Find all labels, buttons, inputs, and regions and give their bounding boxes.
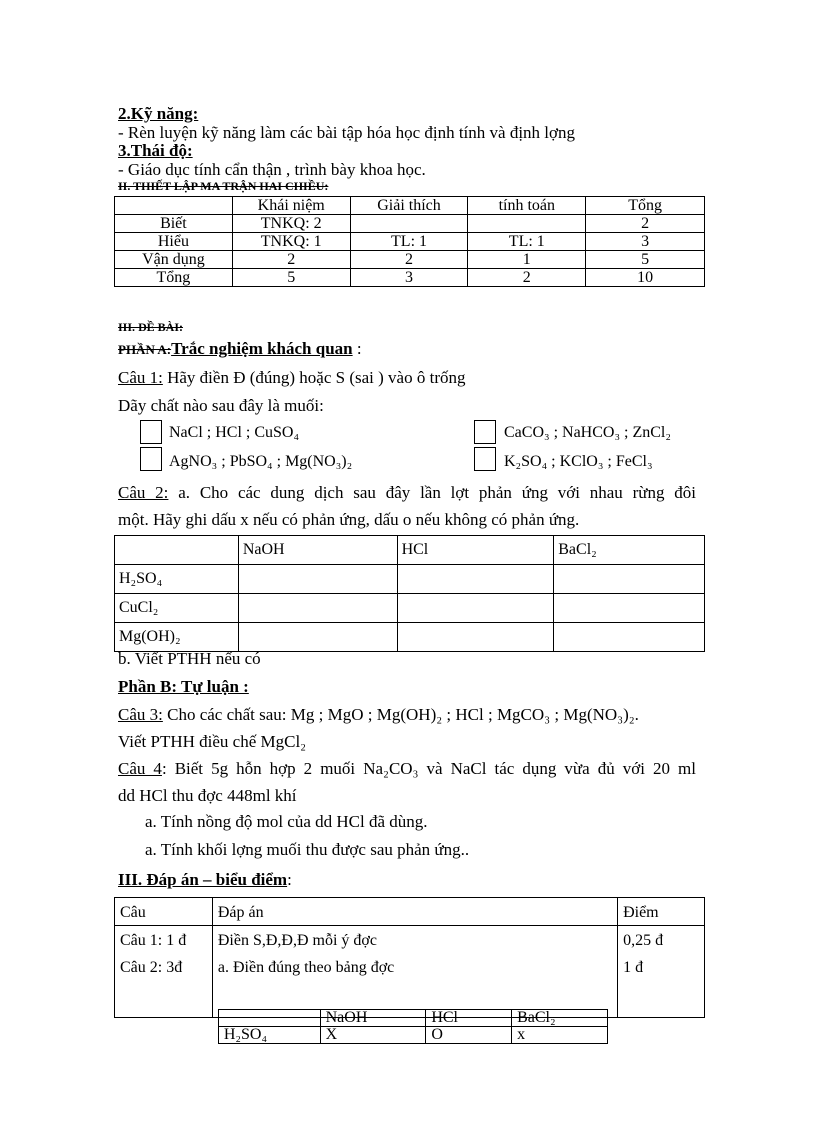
answers-header-cell: Câu	[115, 898, 213, 926]
matrix-header-cell: Tổng	[586, 197, 705, 215]
matrix-cell: 2	[232, 251, 350, 269]
answers-title: III. Đáp án – biểu điểm	[118, 870, 288, 889]
reaction-row	[115, 594, 705, 623]
matrix-cell: TNKQ: 2	[232, 215, 350, 233]
answers-table	[114, 897, 705, 1043]
reaction-row-label: Mg(OH)₂	[115, 623, 239, 652]
exam-heading: III. ĐỀ BÀI:	[118, 320, 184, 334]
q1-sub: Dãy chất nào sau đây là muối:	[118, 396, 324, 415]
option-checkbox[interactable]	[140, 420, 162, 444]
option-checkbox[interactable]	[474, 420, 496, 444]
reaction-header-cell: BaCl₂	[554, 536, 705, 565]
q4-part-a: a. Tính nồng độ mol của dd HCl đã dùng.	[145, 812, 428, 831]
answers-inner-header-cell: BaCl₂	[512, 1010, 608, 1027]
matrix-cell: 2	[586, 215, 705, 233]
q2-line1	[118, 484, 696, 501]
matrix-cell	[468, 215, 586, 233]
q4-label: Câu 4	[118, 759, 162, 778]
answers-header-row	[115, 898, 705, 926]
matrix-header-cell: Giải thích	[350, 197, 468, 215]
answers-inner-header-cell: NaOH	[320, 1010, 426, 1027]
answer-q2: Câu 2: 3đ	[120, 959, 183, 976]
part-b-heading: Phần B: Tự luận :	[118, 677, 249, 696]
answer-a1: Điền S,Đ,Đ,Đ mỗi ý đợc	[217, 932, 377, 949]
option-label: NaCl ; HCl ; CuSO₄	[169, 424, 300, 441]
matrix-cell: Vận dụng	[115, 251, 233, 269]
matrix-row	[115, 233, 705, 251]
matrix-row	[115, 251, 705, 269]
reaction-cell[interactable]	[238, 594, 397, 623]
answer-p1: 0,25 đ	[623, 932, 664, 949]
q3-line1	[118, 706, 639, 723]
q4-part-b: a. Tính khối lợng muối thu được sau phản ứng..	[145, 840, 470, 859]
answers-inner-header-cell: HCl	[426, 1010, 512, 1027]
answers-inner-header-row	[218, 1010, 607, 1027]
reaction-cell[interactable]	[554, 565, 705, 594]
option-label: AgNO₃ ; PbSO₄ ; Mg(NO₃)₂	[169, 453, 353, 470]
reaction-header-cell: HCl	[397, 536, 554, 565]
matrix-cell: Tổng	[115, 269, 233, 287]
matrix-table	[114, 196, 705, 287]
reaction-header-cell: NaOH	[238, 536, 397, 565]
matrix-heading: II. THIẾT LẬP MA TRẬN HAI CHIỀU:	[118, 179, 329, 193]
matrix-cell: 5	[232, 269, 350, 287]
q2-text: a. Cho các dung dịch sau đây lần lợt phản ứng với nhau rừng đôi	[168, 483, 696, 502]
skills-text: - Rèn luyện kỹ năng làm các bài tập hóa học định tính và định lợng	[118, 123, 576, 142]
q2-label: Câu 2:	[118, 483, 169, 502]
matrix-cell: 2	[350, 251, 468, 269]
matrix-cell: Biết	[115, 215, 233, 233]
matrix-cell: TL: 1	[350, 233, 468, 251]
reaction-cell[interactable]	[397, 623, 554, 652]
answers-colon: :	[287, 870, 292, 889]
q4-text: : Biết 5g hỗn hợp 2 muối Na₂CO₃ và NaCl tác dụng vừa đủ với 20 ml	[161, 759, 696, 778]
q3-label: Câu 3:	[118, 705, 163, 724]
matrix-cell: 2	[468, 269, 586, 287]
answers-points-cell	[618, 926, 705, 1018]
answers-row	[115, 926, 705, 1018]
answers-answer-cell	[212, 926, 617, 1043]
answers-inner-cell: H₂SO₄	[218, 1027, 320, 1044]
option-label: K₂SO₄ ; KClO₃ ; FeCl₃	[504, 453, 653, 470]
part-a-title: Trắc nghiệm khách quan	[171, 339, 353, 358]
reaction-table	[114, 535, 705, 652]
reaction-row	[115, 565, 705, 594]
matrix-row	[115, 215, 705, 233]
attitude-heading: 3.Thái độ:	[118, 141, 193, 160]
answers-inner-cell: x	[512, 1027, 608, 1044]
answers-inner-cell: X	[320, 1027, 426, 1044]
answers-header-cell: Đáp án	[212, 898, 617, 926]
q2-line2: một. Hãy ghi dấu x nếu có phản ứng, dấu o nếu không có phản ứng.	[118, 510, 580, 529]
matrix-cell: TNKQ: 1	[232, 233, 350, 251]
part-a-colon: :	[352, 339, 362, 358]
answers-inner-table	[218, 1009, 608, 1044]
option-checkbox[interactable]	[140, 447, 162, 471]
part-a-heading	[118, 340, 362, 358]
answers-question-cell	[115, 926, 213, 1018]
reaction-cell[interactable]	[238, 623, 397, 652]
answer-p2: 1 đ	[623, 959, 644, 976]
reaction-cell[interactable]	[554, 594, 705, 623]
matrix-cell: 5	[586, 251, 705, 269]
matrix-cell: 3	[586, 233, 705, 251]
reaction-cell[interactable]	[238, 565, 397, 594]
matrix-header-cell: Khái niệm	[232, 197, 350, 215]
q4-line1	[118, 760, 696, 777]
part-a-prefix: PHẦN A:	[118, 342, 172, 357]
reaction-cell[interactable]	[397, 594, 554, 623]
q3-line2: Viết PTHH điều chế MgCl₂	[118, 732, 307, 751]
skills-heading: 2.Kỹ năng:	[118, 104, 199, 123]
matrix-row	[115, 269, 705, 287]
reaction-row	[115, 623, 705, 652]
answers-inner-header-cell	[218, 1010, 320, 1027]
matrix-cell: Hiểu	[115, 233, 233, 251]
q4-line2: dd HCl thu đợc 448ml khí	[118, 786, 297, 805]
option-checkbox[interactable]	[474, 447, 496, 471]
answer-a2: a. Điền đúng theo bảng đợc	[217, 959, 395, 976]
matrix-cell: 10	[586, 269, 705, 287]
answer-q1: Câu 1: 1 đ	[120, 932, 187, 949]
matrix-header-row	[115, 197, 705, 215]
reaction-cell[interactable]	[397, 565, 554, 594]
reaction-header-row	[115, 536, 705, 565]
answers-heading	[118, 871, 292, 889]
option-label: CaCO₃ ; NaHCO₃ ; ZnCl₂	[504, 424, 671, 441]
reaction-row-label: CuCl₂	[115, 594, 239, 623]
matrix-cell	[350, 215, 468, 233]
matrix-header-cell	[115, 197, 233, 215]
reaction-header-cell	[115, 536, 239, 565]
q2b-text: b. Viết PTHH nếu có	[118, 649, 261, 668]
matrix-cell: 3	[350, 269, 468, 287]
reaction-cell[interactable]	[554, 623, 705, 652]
attitude-text: - Giáo dục tính cẩn thận , trình bày khoa học.	[118, 160, 426, 179]
reaction-row-label: H₂SO₄	[115, 565, 239, 594]
q1-label: Câu 1:	[118, 368, 163, 387]
matrix-cell: 1	[468, 251, 586, 269]
matrix-header-cell: tính toán	[468, 197, 586, 215]
answers-inner-cell: O	[426, 1027, 512, 1044]
q1-text: Hãy điền Đ (đúng) hoặc S (sai ) vào ô trống	[162, 368, 466, 387]
matrix-cell: TL: 1	[468, 233, 586, 251]
answers-header-cell: Điểm	[618, 898, 705, 926]
q3-text: Cho các chất sau: Mg ; MgO ; Mg(OH)₂ ; HCl ; MgCO₃ ; Mg(NO₃)₂.	[162, 705, 639, 724]
answers-inner-row	[218, 1027, 607, 1044]
q1-line	[118, 369, 465, 386]
